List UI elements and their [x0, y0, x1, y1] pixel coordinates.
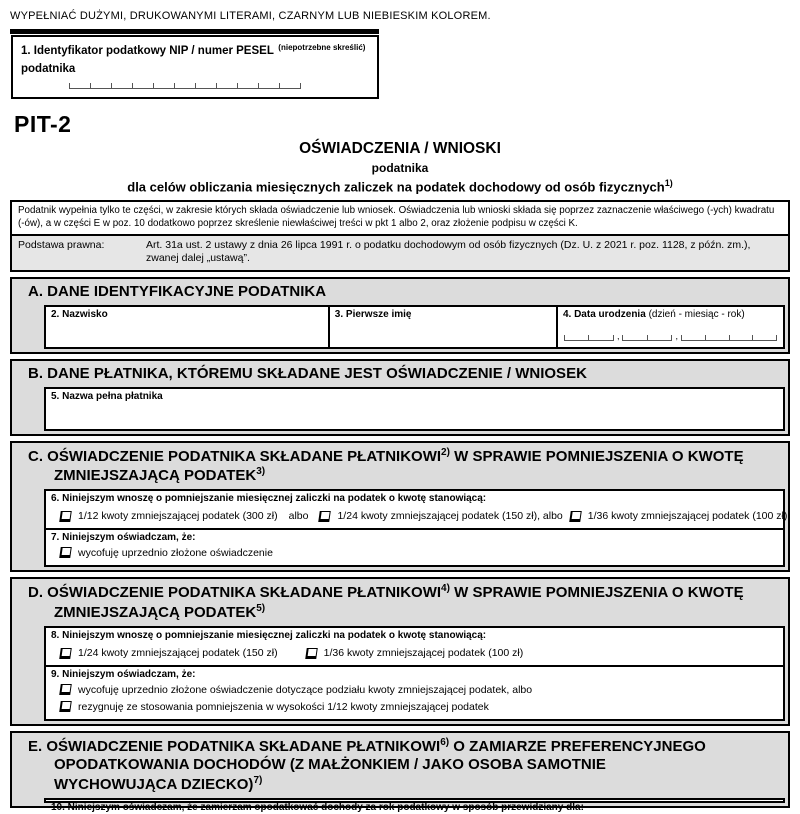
footnote-4-marker: 4): [441, 583, 450, 595]
field-3-input-area[interactable]: [330, 321, 556, 343]
checkbox-d-1-36[interactable]: [305, 648, 318, 659]
date-separator: ,: [616, 330, 620, 341]
legal-basis-text: Art. 31a ust. 2 ustawy z dnia 26 lipca 1991 r. o podatku dochodowym od osób fizycznych (Dz. U. z 2021 r. poz. 1128, z późn. zm.), zwanej dalej „ustawą”.: [146, 238, 751, 265]
field-3-label: 3. Pierwsze imię: [334, 308, 412, 320]
field-1-label: 1. Identyfikator podatkowy NIP / numer PESEL: [21, 45, 274, 57]
footnote-3-marker: 3): [256, 466, 266, 478]
footnote-1-marker: 1): [664, 178, 673, 188]
field-10-box: [44, 798, 785, 813]
option-1-12-amount[interactable]: 1/12 kwoty zmniejszającej podatek (300 zł): [60, 510, 278, 522]
option-d-1-24-amount[interactable]: 1/24 kwoty zmniejszającej podatek (150 zł): [60, 647, 278, 659]
option-1-24-amount[interactable]: 1/24 kwoty zmniejszającej podatek (150 zł), albo: [319, 510, 562, 522]
form-title-block: [0, 140, 800, 194]
field-9-box: [44, 667, 785, 721]
footnote-5-marker: 5): [256, 602, 266, 614]
footnote-7-marker: 7): [253, 775, 263, 787]
option-d-1-36-amount[interactable]: 1/36 kwoty zmniejszającej podatek (100 zł): [306, 647, 524, 659]
instructions-box: [10, 200, 790, 272]
field-1-label-suffix: podatnika: [21, 63, 76, 75]
checkbox-d-1-24[interactable]: [59, 648, 72, 659]
section-c-title: C. OŚWIADCZENIE PODATNIKA SKŁADANE PŁATNIKOWI$^{2)}$ W SPRAWIE POMNIEJSZENIA O KWOTĘ ZMNIEJSZAJĄCĄ PODATEK$^{3)}$: [28, 446, 744, 485]
tax-id-input-ruler[interactable]: [69, 83, 301, 89]
section-e: [10, 731, 790, 813]
form-id: PIT-2: [14, 111, 72, 137]
checkbox-withdraw-statement[interactable]: [59, 547, 72, 558]
option-resign-reduction[interactable]: rezygnuję ze stosowania pomniejszenia w wysokości 1/12 kwoty zmniejszającej podatek: [60, 701, 778, 713]
section-c: [10, 441, 790, 573]
field-8-box: [44, 626, 785, 667]
field-1-tax-id-box: [11, 35, 379, 99]
field-7-label: 7. Niniejszym oświadczam, że:: [51, 532, 196, 544]
date-separator: ,: [675, 330, 678, 341]
section-b-title: B. DANE PŁATNIKA, KTÓREMU SKŁADANE JEST OŚWIADCZENIE / WNIOSEK: [28, 364, 587, 382]
field-4-label: 4. Data urodzenia (dzień - miesiąc - rok): [562, 308, 745, 320]
field-5-label: 5. Nazwa pełna płatnika: [51, 390, 163, 402]
section-a: [10, 277, 790, 354]
fill-instructions-note: WYPEŁNIAĆ DUŻYMI, DRUKOWANYMI LITERAMI, CZARNYM LUB NIEBIESKIM KOLOREM.: [10, 10, 491, 22]
checkbox-1-12[interactable]: [59, 511, 72, 522]
section-e-title: E. OŚWIADCZENIE PODATNIKA SKŁADANE PŁATNIKOWI$^{6)}$ O ZAMIARZE PREFERENCYJNEGO OPODATKOWANIA DOCHODÓW (Z MAŁŻONKIEM / JAKO OSOBA SAMOTNIE WYCHOWUJĄCA DZIECKO)$^{7)}$: [28, 736, 706, 794]
field-9-label: 9. Niniejszym oświadczam, że:: [51, 668, 196, 680]
birthdate-month-ruler[interactable]: [622, 335, 672, 341]
section-d-title: D. OŚWIADCZENIE PODATNIKA SKŁADANE PŁATNIKOWI$^{4)}$ W SPRAWIE POMNIEJSZENIA O KWOTĘ ZMNIEJSZAJĄCĄ PODATEK$^{5)}$: [28, 583, 744, 621]
field-1-strike-hint: (niepotrzebne skreślić): [278, 43, 366, 52]
section-b: [10, 359, 790, 436]
instructions-paragraph: Podatnik wypełnia tylko te części, w zakresie których składa oświadczenie lub wniosek. Oświadczenia lub wnioski składa się poprzez zaznaczenie właściwego (-ych) kwadratu (-ów), a w części E w poz. 10 dodatkowo poprzez skreślenie niewłaściwej treści w pkt 1 albo 2, oraz złożenie podpisu w części K.: [12, 202, 788, 235]
field-2-surname-box[interactable]: [44, 305, 330, 349]
field-2-label: 2. Nazwisko: [51, 308, 108, 320]
form-title: OŚWIADCZENIA / WNIOSKI: [299, 140, 501, 157]
albo-joiner: albo: [288, 510, 309, 523]
legal-basis-row: [12, 236, 788, 270]
field-7-box: [44, 530, 785, 567]
birthdate-day-ruler[interactable]: [564, 335, 614, 341]
field-5-input-area[interactable]: [46, 403, 783, 429]
form-subtitle2: dla celów obliczania miesięcznych zaliczek na podatek dochodowy od osób fizycznych$^{1)}$: [127, 178, 673, 195]
field-6-label: 6. Niniejszym wnoszę o pomniejszanie miesięcznej zaliczki na podatek o kwotę stanowiącą:: [51, 493, 487, 505]
section-d: [10, 577, 790, 726]
pit2-form-page: [0, 10, 800, 813]
field-2-input-area[interactable]: [46, 321, 328, 343]
field-3-firstname-box[interactable]: [330, 305, 558, 349]
option-withdraw-statement[interactable]: wycofuję uprzednio złożone oświadczenie: [60, 547, 778, 559]
checkbox-1-36[interactable]: [569, 511, 582, 522]
field-8-label: 8. Niniejszym wnoszę o pomniejszanie miesięcznej zaliczki na podatek o kwotę stanowiącą:: [51, 629, 487, 641]
footnote-2-marker: 2): [441, 446, 450, 458]
checkbox-1-24[interactable]: [319, 511, 332, 522]
field-6-box: [44, 489, 788, 530]
field-4-format-hint: (dzień - miesiąc - rok): [648, 308, 745, 320]
form-subtitle: podatnika: [371, 161, 429, 175]
field-5-payer-name-box[interactable]: [44, 387, 785, 431]
checkbox-withdraw-split-statement[interactable]: [59, 684, 72, 695]
field-10-label: 10. Niniejszym oświadczam, że zamierzam opodatkować dochody za rok podatkowy w sposób przewidziany dla:: [51, 801, 584, 813]
option-withdraw-split-statement[interactable]: wycofuję uprzednio złożone oświadczenie dotyczące podziału kwoty zmniejszającej podatek, albo: [60, 684, 778, 696]
footnote-6-marker: 6): [440, 736, 450, 748]
field-4-birthdate-box[interactable]: [558, 305, 785, 349]
birthdate-input-rulers[interactable]: [558, 329, 783, 347]
checkbox-resign-reduction[interactable]: [59, 701, 72, 712]
top-divider-bar: [10, 29, 379, 34]
option-1-36-amount[interactable]: 1/36 kwoty zmniejszającej podatek (100 zł): [570, 510, 788, 522]
section-a-title: A. DANE IDENTYFIKACYJNE PODATNIKA: [28, 283, 327, 301]
birthdate-year-ruler[interactable]: [681, 335, 777, 341]
legal-basis-label: Podstawa prawna:: [18, 238, 105, 251]
